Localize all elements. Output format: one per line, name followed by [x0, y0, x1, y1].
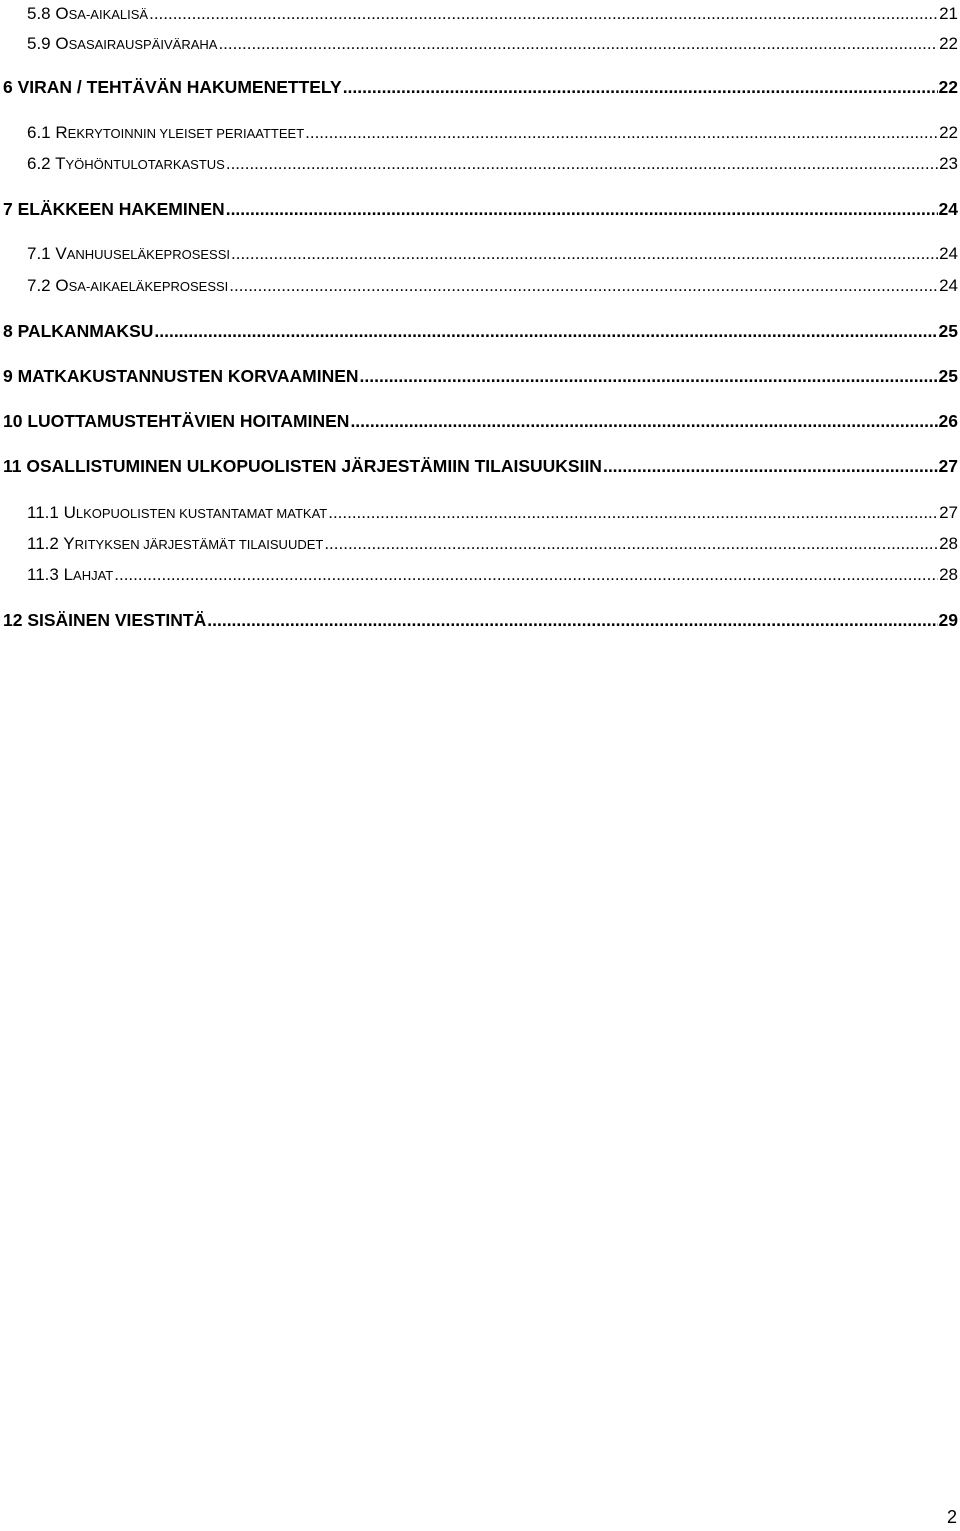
toc-entry-title: 11.2 YRITYKSEN JÄRJESTÄMÄT TILAISUUDET: [27, 534, 324, 553]
toc-entry-title: 12 SISÄINEN VIESTINTÄ: [3, 610, 207, 630]
dot-leader: [360, 366, 938, 387]
dot-leader: [328, 503, 938, 523]
toc-entry-page: 27: [939, 503, 958, 522]
toc-entry-title: 7 ELÄKKEEN HAKEMINEN: [3, 199, 225, 219]
toc-entry-title: 7.2 OSA-AIKAELÄKEPROSESSI: [27, 276, 229, 295]
toc-entry-page: 23: [939, 154, 958, 173]
dot-leader: [114, 565, 938, 585]
toc-entry-11-2[interactable]: [27, 534, 958, 554]
toc-entry-title: 6.1 REKRYTOINNIN YLEISET PERIAATTEET: [27, 123, 305, 142]
toc-entry-page: 25: [938, 321, 958, 341]
toc-entry-title: 11.3 LAHJAT: [27, 565, 114, 584]
toc-entry-6-1[interactable]: [27, 123, 958, 143]
toc-entry-title: 9 MATKAKUSTANNUSTEN KORVAAMINEN: [3, 366, 359, 386]
dot-leader: [218, 34, 938, 54]
dot-leader: [603, 456, 938, 477]
toc-entry-title: 6.2 TYÖHÖNTULOTARKASTUS: [27, 154, 225, 173]
toc-entry-title: 6 VIRAN / TEHTÄVÄN HAKUMENETTELY: [3, 77, 342, 97]
dot-leader: [350, 411, 937, 432]
toc-entry-page: 29: [938, 610, 958, 630]
dot-leader: [231, 244, 938, 264]
toc-entry-7-2[interactable]: [27, 276, 958, 296]
toc-entry-title: 10 LUOTTAMUSTEHTÄVIEN HOITAMINEN: [3, 411, 350, 431]
toc-entry-8[interactable]: [3, 321, 958, 342]
toc-entry-11[interactable]: [3, 456, 958, 477]
toc-entry-5-9[interactable]: [27, 34, 958, 54]
dot-leader: [226, 199, 938, 220]
toc-entry-7[interactable]: [3, 199, 958, 220]
toc-entry-page: 22: [939, 34, 958, 53]
toc-entry-page: 24: [938, 199, 958, 219]
dot-leader: [229, 276, 938, 296]
toc-entry-page: 26: [938, 411, 958, 431]
dot-leader: [149, 4, 938, 24]
dot-leader: [154, 321, 937, 342]
toc-entry-page: 22: [938, 77, 958, 97]
toc-entry-6[interactable]: [3, 77, 958, 98]
toc-entry-page: 22: [939, 123, 958, 142]
dot-leader: [343, 77, 938, 98]
toc-entry-10[interactable]: [3, 411, 958, 432]
toc-entry-title: 11.1 ULKOPUOLISTEN KUSTANTAMAT MATKAT: [27, 503, 328, 522]
toc-entry-11-3[interactable]: [27, 565, 958, 585]
toc-entry-page: 21: [939, 4, 958, 23]
toc-entry-page: 27: [938, 456, 958, 476]
toc-entry-title: 8 PALKANMAKSU: [3, 321, 154, 341]
toc-entry-5-8[interactable]: [27, 4, 958, 24]
dot-leader: [207, 610, 937, 631]
dot-leader: [226, 154, 938, 174]
toc-entry-page: 25: [938, 366, 958, 386]
toc-entry-title: 11 OSALLISTUMINEN ULKOPUOLISTEN JÄRJESTÄMIIN TILAISUUKSIIN: [3, 456, 602, 476]
toc-entry-title: 5.9 OSASAIRAUSPÄIVÄRAHA: [27, 34, 218, 53]
toc-entry-page: 24: [939, 244, 958, 263]
toc-entry-6-2[interactable]: [27, 154, 958, 174]
toc-entry-7-1[interactable]: [27, 244, 958, 264]
toc-entry-page: 28: [939, 534, 958, 553]
page-number: 2: [946, 1507, 957, 1527]
toc-entry-11-1[interactable]: [27, 503, 958, 523]
toc-entry-9[interactable]: [3, 366, 958, 387]
dot-leader: [324, 534, 938, 554]
toc-entry-title: 5.8 OSA-AIKALISÄ: [27, 4, 149, 23]
toc-entry-page: 24: [939, 276, 958, 295]
toc-entry-12[interactable]: [3, 610, 958, 631]
toc-entry-title: 7.1 VANHUUSELÄKEPROSESSI: [27, 244, 230, 263]
dot-leader: [305, 123, 938, 143]
toc-entry-page: 28: [939, 565, 958, 584]
